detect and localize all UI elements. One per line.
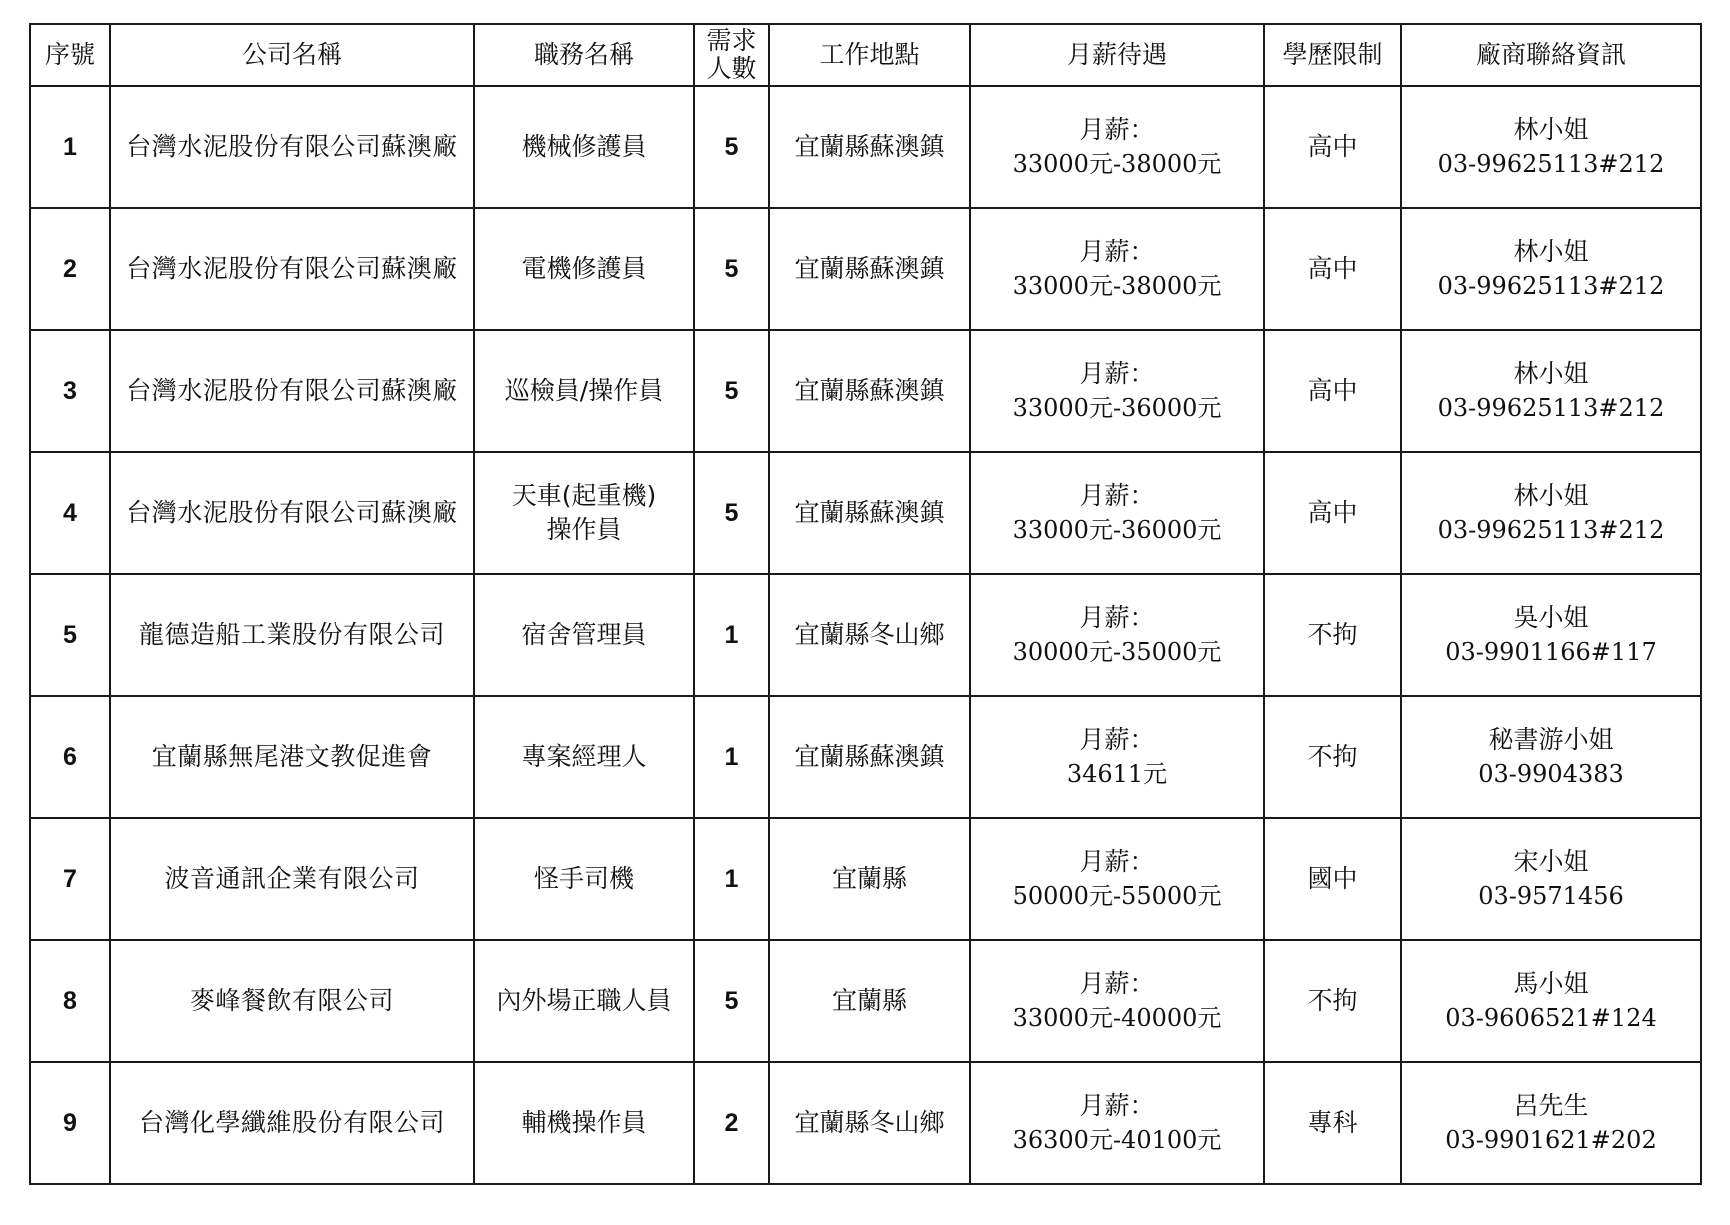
row-number: 3 [30,330,110,452]
work-location: 宜蘭縣蘇澳鎮 [769,208,970,330]
salary-amount: 36300元-40100元 [1012,1126,1222,1154]
salary-label: 月薪： [1079,115,1155,144]
salary-amount: 33000元-38000元 [1012,272,1222,300]
contact-info [1401,452,1701,574]
salary-label: 月薪： [1079,237,1155,266]
salary [970,208,1264,330]
company-name: 波音通訊企業有限公司 [110,818,474,940]
position-title [474,208,694,330]
work-location: 宜蘭縣 [769,940,970,1062]
header-salary: 月薪待遇 [970,24,1264,86]
contact-phone: 03-99625113#212 [1437,516,1665,544]
salary-label: 月薪： [1079,1091,1155,1120]
table-row [30,1062,1701,1184]
headcount: 1 [694,696,769,818]
contact-person: 秘書游小姐 [1488,725,1614,754]
contact-person: 吳小姐 [1513,603,1589,632]
position-title [474,696,694,818]
position-title-line1: 天車(起重機) [511,481,657,510]
position-title [474,86,694,208]
company-name: 麥峰餐飲有限公司 [110,940,474,1062]
contact-phone: 03-9571456 [1478,882,1624,910]
contact-info [1401,940,1701,1062]
salary-amount: 33000元-36000元 [1012,394,1222,422]
position-title-line1: 宿舍管理員 [521,620,647,649]
position-title [474,940,694,1062]
salary-amount: 30000元-35000元 [1012,638,1222,666]
position-title-line1: 內外場正職人員 [496,986,672,1015]
table-header [30,24,1701,86]
headcount: 5 [694,452,769,574]
contact-info [1401,1062,1701,1184]
header-headcount-line2: 人數 [706,54,757,83]
position-title [474,818,694,940]
contact-phone: 03-9904383 [1478,760,1624,788]
table-row [30,452,1701,574]
work-location: 宜蘭縣蘇澳鎮 [769,696,970,818]
work-location: 宜蘭縣冬山鄉 [769,1062,970,1184]
row-number: 9 [30,1062,110,1184]
job-listing-sheet [29,23,1700,1185]
work-location: 宜蘭縣蘇澳鎮 [769,330,970,452]
headcount: 1 [694,818,769,940]
contact-person: 馬小姐 [1513,969,1589,998]
contact-person: 宋小姐 [1513,847,1589,876]
position-title [474,330,694,452]
contact-info [1401,574,1701,696]
table-row [30,696,1701,818]
contact-phone: 03-99625113#212 [1437,150,1665,178]
salary [970,86,1264,208]
position-title-line1: 電機修護員 [521,254,647,283]
header-contact: 廠商聯絡資訊 [1401,24,1701,86]
row-number: 8 [30,940,110,1062]
table-body [30,86,1701,1184]
row-number: 1 [30,86,110,208]
header-headcount [694,24,769,86]
contact-phone: 03-9901166#117 [1445,638,1657,666]
position-title [474,574,694,696]
education-requirement: 不拘 [1264,940,1401,1062]
work-location: 宜蘭縣冬山鄉 [769,574,970,696]
header-no: 序號 [30,24,110,86]
salary-amount: 34611元 [1066,760,1168,788]
position-title-line2: 操作員 [546,515,622,544]
table-row [30,940,1701,1062]
position-title [474,1062,694,1184]
salary-label: 月薪： [1079,603,1155,632]
row-number: 4 [30,452,110,574]
headcount: 5 [694,208,769,330]
company-name: 龍德造船工業股份有限公司 [110,574,474,696]
salary [970,452,1264,574]
work-location: 宜蘭縣 [769,818,970,940]
salary-amount: 33000元-36000元 [1012,516,1222,544]
headcount: 2 [694,1062,769,1184]
header-row [30,24,1701,86]
table-row [30,330,1701,452]
table-row [30,818,1701,940]
salary-amount: 33000元-40000元 [1012,1004,1222,1032]
salary-label: 月薪： [1079,481,1155,510]
company-name: 台灣水泥股份有限公司蘇澳廠 [110,452,474,574]
education-requirement: 專科 [1264,1062,1401,1184]
header-headcount-line1: 需求 [706,26,757,55]
contact-person: 林小姐 [1513,481,1589,510]
work-location: 宜蘭縣蘇澳鎮 [769,452,970,574]
education-requirement: 不拘 [1264,574,1401,696]
salary [970,818,1264,940]
company-name: 宜蘭縣無尾港文教促進會 [110,696,474,818]
position-title-line1: 怪手司機 [533,864,634,893]
education-requirement: 不拘 [1264,696,1401,818]
salary-label: 月薪： [1079,847,1155,876]
row-number: 6 [30,696,110,818]
salary-label: 月薪： [1079,725,1155,754]
company-name: 台灣化學纖維股份有限公司 [110,1062,474,1184]
header-company: 公司名稱 [110,24,474,86]
contact-info [1401,818,1701,940]
salary-amount: 33000元-38000元 [1012,150,1222,178]
position-title-line1: 巡檢員/操作員 [504,376,664,405]
contact-phone: 03-99625113#212 [1437,272,1665,300]
contact-person: 林小姐 [1513,115,1589,144]
contact-person: 林小姐 [1513,237,1589,266]
education-requirement: 高中 [1264,86,1401,208]
row-number: 7 [30,818,110,940]
headcount: 1 [694,574,769,696]
position-title [474,452,694,574]
job-listing-table [29,23,1702,1185]
salary [970,940,1264,1062]
salary [970,330,1264,452]
education-requirement: 國中 [1264,818,1401,940]
table-row [30,208,1701,330]
contact-person: 林小姐 [1513,359,1589,388]
education-requirement: 高中 [1264,452,1401,574]
header-education: 學歷限制 [1264,24,1401,86]
position-title-line1: 輔機操作員 [521,1108,647,1137]
table-row [30,86,1701,208]
salary [970,574,1264,696]
salary [970,1062,1264,1184]
contact-info [1401,86,1701,208]
row-number: 5 [30,574,110,696]
contact-phone: 03-99625113#212 [1437,394,1665,422]
company-name: 台灣水泥股份有限公司蘇澳廠 [110,208,474,330]
headcount: 5 [694,940,769,1062]
company-name: 台灣水泥股份有限公司蘇澳廠 [110,330,474,452]
header-position: 職務名稱 [474,24,694,86]
contact-phone: 03-9901621#202 [1445,1126,1657,1154]
work-location: 宜蘭縣蘇澳鎮 [769,86,970,208]
contact-info [1401,696,1701,818]
position-title-line1: 專案經理人 [521,742,647,771]
contact-info [1401,330,1701,452]
position-title-line1: 機械修護員 [521,132,647,161]
contact-person: 呂先生 [1513,1091,1589,1120]
education-requirement: 高中 [1264,208,1401,330]
row-number: 2 [30,208,110,330]
salary-amount: 50000元-55000元 [1012,882,1222,910]
contact-info [1401,208,1701,330]
table-row [30,574,1701,696]
education-requirement: 高中 [1264,330,1401,452]
company-name: 台灣水泥股份有限公司蘇澳廠 [110,86,474,208]
headcount: 5 [694,330,769,452]
salary-label: 月薪： [1079,969,1155,998]
headcount: 5 [694,86,769,208]
contact-phone: 03-9606521#124 [1445,1004,1657,1032]
salary-label: 月薪： [1079,359,1155,388]
header-location: 工作地點 [769,24,970,86]
salary [970,696,1264,818]
